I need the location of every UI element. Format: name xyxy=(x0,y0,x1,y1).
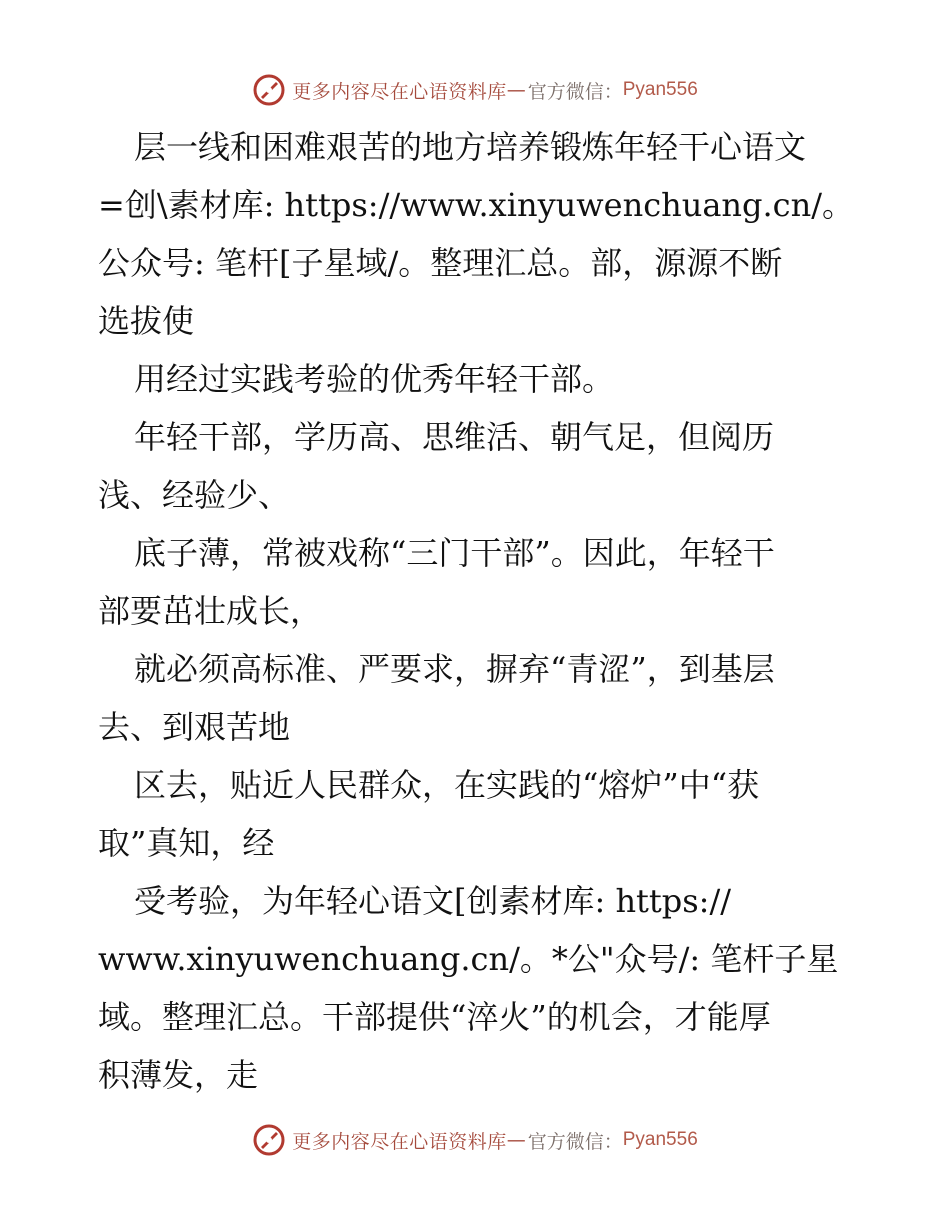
footer-banner xyxy=(0,1120,950,1160)
text-line: 部要茁壮成长， xyxy=(98,592,323,630)
text-line: 去、到艰苦地 xyxy=(98,708,291,746)
header-banner xyxy=(0,70,950,110)
footer-dash: — xyxy=(506,1129,526,1151)
header-brand-text: 更多内容尽在心语资料库 xyxy=(292,80,507,103)
text-line: 积薄发，走 xyxy=(98,1056,259,1094)
text-line: 区去，贴近人民群众，在实践的“熔炉”中“获 xyxy=(134,766,760,804)
footer-wechat-id: Pyan556 xyxy=(622,1129,698,1150)
brand-logo-icon xyxy=(252,1123,286,1157)
text-line: 用经过实践考验的优秀年轻干部。 xyxy=(134,360,615,398)
text-line: 层一线和困难艰苦的地方培养锻炼年轻干心语文 xyxy=(134,128,807,166)
footer-brand-text: 更多内容尽在心语资料库 xyxy=(292,1130,507,1153)
header-dash: — xyxy=(506,79,526,101)
header-wechat-label: 官方微信： xyxy=(527,80,623,103)
text-line: www.xinyuwenchuang.cn/。*公"众号/: 笔杆子星 xyxy=(98,940,839,978)
text-line: 受考验，为年轻心语文[创素材库: https:// xyxy=(134,882,732,920)
footer-wechat-label: 官方微信： xyxy=(527,1130,623,1153)
text-line: 公众号: 笔杆[子星域/。整理汇总。部，源源不断 xyxy=(98,244,783,282)
text-line: 底子薄，常被戏称“三门干部”。因此，年轻干 xyxy=(134,534,775,572)
text-line: =创\素材库: https://www.xinyuwenchuang.cn/。 xyxy=(98,186,854,224)
header-wechat-id: Pyan556 xyxy=(622,79,698,100)
text-line: 选拔使 xyxy=(98,302,195,340)
text-line: 年轻干部，学历高、思维活、朝气足，但阅历 xyxy=(134,418,775,456)
text-line: 浅、经验少、 xyxy=(98,476,291,514)
text-line: 域。整理汇总。干部提供“淬火”的机会，才能厚 xyxy=(98,998,771,1036)
text-line: 取”真知，经 xyxy=(98,824,275,862)
text-line: 就必须高标准、严要求，摒弃“青涩”，到基层 xyxy=(134,650,775,688)
brand-logo-icon xyxy=(252,73,286,107)
